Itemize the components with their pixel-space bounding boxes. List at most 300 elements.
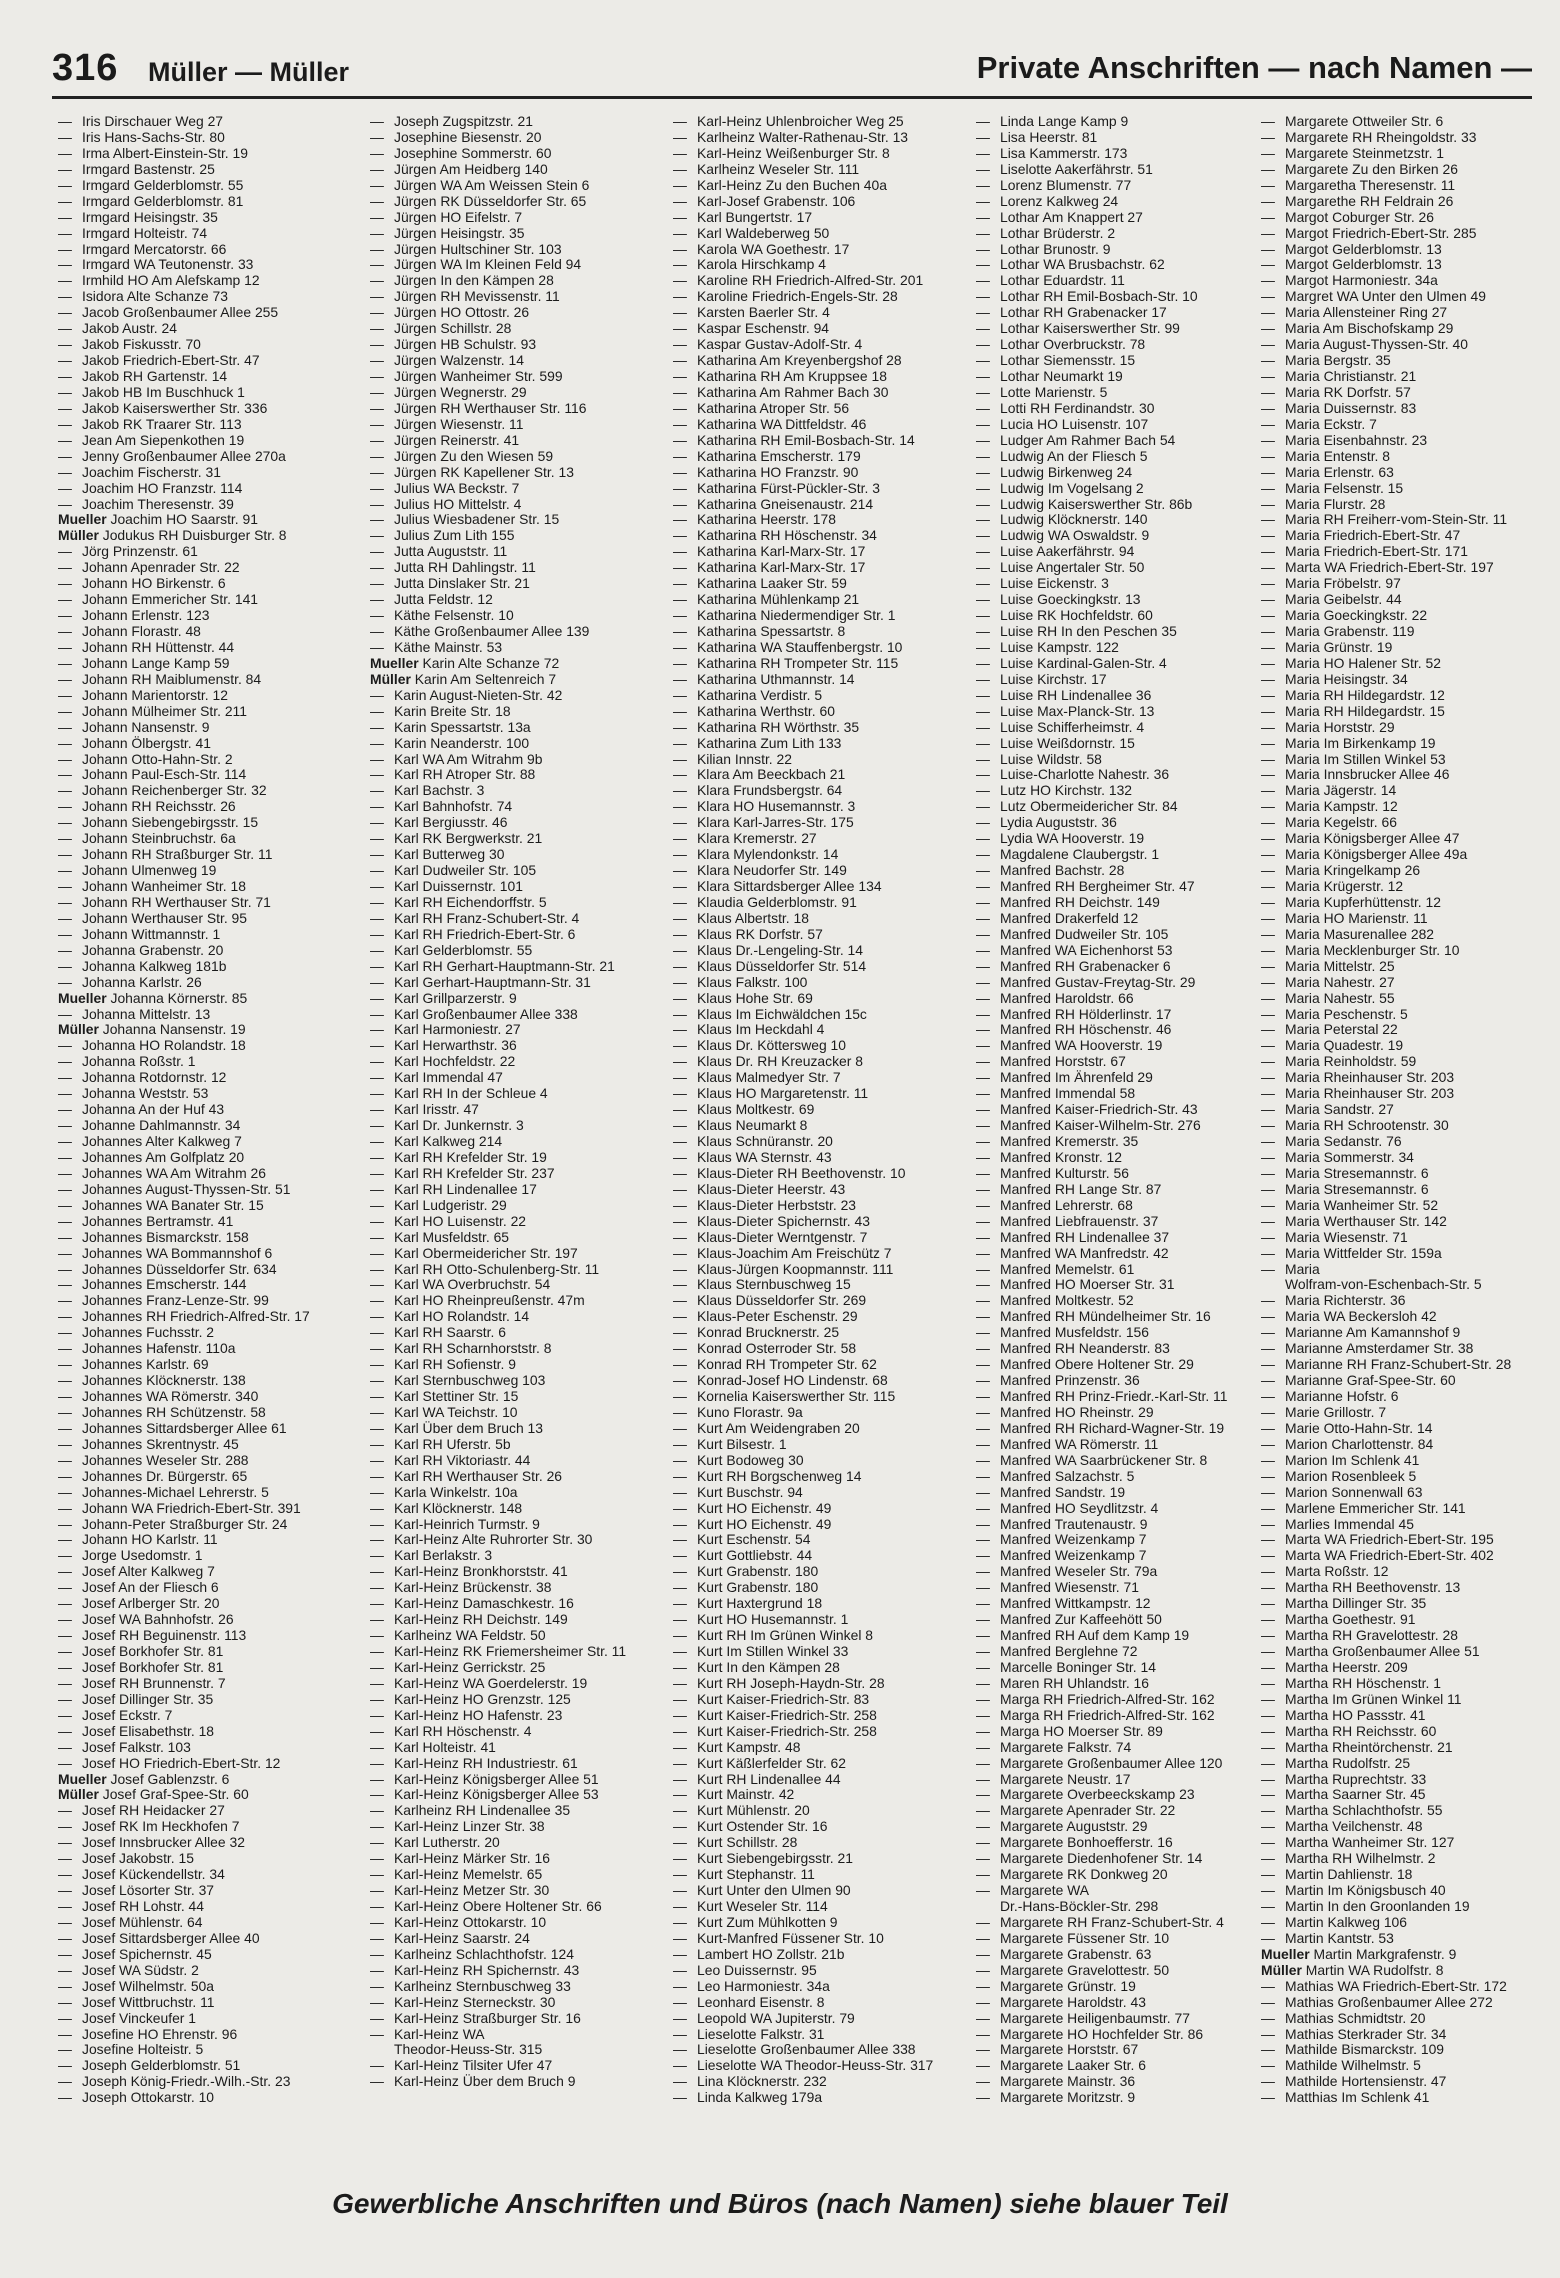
listing-entry: — Karl Immendal 47	[370, 1070, 503, 1086]
listing-entry: — Lina Klöcknerstr. 232	[673, 2074, 827, 2090]
listing-entry: — Maria Grabenstr. 119	[1261, 624, 1415, 639]
listing-entry: — Martha Ruprechtstr. 33	[1261, 1771, 1427, 1787]
listing-entry: — Kurt RH Joseph-Haydn-Str. 28	[673, 1675, 885, 1691]
listing-entry: — Jutta Feldstr. 12	[370, 592, 493, 608]
listing-entry: — Lothar WA Brusbachstr. 62	[976, 257, 1165, 273]
listing-entry: — Jürgen Schillstr. 28	[370, 321, 512, 337]
listing-entry: — Johann RH Hüttenstr. 44	[58, 639, 235, 655]
listing-entry: — Klaus Malmedyer Str. 7	[673, 1070, 841, 1086]
listing-entry: — Johann RH Maiblumenstr. 84	[58, 671, 262, 687]
listing-entry: — Josef Borkhofer Str. 81	[58, 1659, 224, 1675]
listing-entry: — Margarete Füssener Str. 10	[976, 1930, 1170, 1946]
listing-entry: — Manfred Obere Holtener Str. 29	[976, 1357, 1194, 1373]
listing-entry: — Marta WA Friedrich-Ebert-Str. 402	[1261, 1548, 1494, 1564]
listing-entry: — Lothar Kaiserswerther Str. 99	[976, 321, 1180, 337]
listing-entry: — Marion Sonnenwall 63	[1261, 1484, 1423, 1500]
listing-entry: — Maria Am Bischofskamp 29	[1261, 321, 1454, 337]
listing-entry: — Ludwig Im Vogelsang 2	[976, 480, 1144, 496]
listing-entry: Müller Jodukus RH Duisburger Str. 8	[58, 528, 287, 544]
listing-entry: — Maria Werthauser Str. 142	[1261, 1213, 1447, 1229]
listing-entry: — Julius HO Mittelstr. 4	[370, 496, 522, 512]
listing-entry: — Konrad RH Trompeter Str. 62	[673, 1357, 877, 1373]
listing-entry: — Marianne Am Kamannshof 9	[1261, 1325, 1461, 1341]
listing-entry: — Margarete Apenrader Str. 22	[976, 1803, 1176, 1819]
listing-entry: — Katharina RH Emil-Bosbach-Str. 14	[673, 432, 915, 448]
listing-entry: — Karl-Heinz Königsberger Allee 53	[370, 1787, 599, 1803]
listing-entry: — Maria Grünstr. 19	[1261, 639, 1393, 655]
listing-entry: — Manfred WA Römerstr. 11	[976, 1436, 1159, 1452]
listing-entry: — Karl-Heinz Über dem Bruch 9	[370, 2074, 576, 2090]
listing-entry: — Johann Wittmannstr. 1	[58, 926, 221, 942]
listing-entry: — Isidora Alte Schanze 73	[58, 289, 228, 305]
listing-entry: — Kurt Ostender Str. 16	[673, 1819, 828, 1835]
listing-entry: — Karl Kalkweg 214	[370, 1134, 503, 1149]
listing-entry: — Klara Frundsbergstr. 64	[673, 783, 843, 799]
listing-entry: — Lothar RH Grabenacker 17	[976, 305, 1167, 321]
listing-entry: — Karl Butterweg 30	[370, 847, 505, 863]
listing-entry: — Maria Richterstr. 36	[1261, 1293, 1406, 1309]
listing-entry: — Luise Schifferheimstr. 4	[976, 719, 1145, 735]
listing-entry: — Karl-Heinz HO Grenzstr. 125	[370, 1691, 571, 1707]
listing-entry: — Lothar Siemensstr. 15	[976, 353, 1136, 369]
listing-entry: — Marta Roßstr. 12	[1261, 1564, 1389, 1580]
listing-entry: — Manfred RH Lindenallee 37	[976, 1229, 1170, 1245]
listing-entry: — Manfred Bachstr. 28	[976, 863, 1125, 879]
listing-entry: — Karl Dr. Junkernstr. 3	[370, 1118, 524, 1134]
listing-entry: — Klaus Dr.-Lengeling-Str. 14	[673, 942, 864, 958]
listing-entry: — Josef WA Bahnhofstr. 26	[58, 1612, 234, 1628]
listing-entry: — Maria Stresemannstr. 6	[1261, 1181, 1429, 1197]
listing-entry: — Karl RH Höschenstr. 4	[370, 1723, 532, 1739]
listing-entry: — Karl RH Krefelder Str. 237	[370, 1165, 555, 1181]
listing-entry: — Kurt-Manfred Füssener Str. 10	[673, 1930, 884, 1946]
listing-entry: — Karl RH Scharnhorststr. 8	[370, 1341, 552, 1357]
listing-entry: — Maria	[1261, 1261, 1320, 1277]
surname-heading: Müller	[58, 528, 103, 544]
listing-entry: — Johannes RH Friedrich-Alfred-Str. 17	[58, 1309, 310, 1325]
listing-entry: — Karl Über dem Bruch 13	[370, 1420, 544, 1436]
listing-entry: — Mathias Sterkrader Str. 34	[1261, 2026, 1447, 2042]
listing-entry: — Johann Apenrader Str. 22	[58, 560, 240, 576]
listing-entry: — Klaus Düsseldorfer Str. 514	[673, 958, 867, 974]
listing-entry: — Maria Eisenbahnstr. 23	[1261, 432, 1428, 448]
listing-entry: — Karl Berlakstr. 3	[370, 1548, 493, 1564]
listing-entry: — Johann HO Birkenstr. 6	[58, 576, 226, 592]
listing-entry: — Martha Heerstr. 209	[1261, 1659, 1408, 1675]
listing-entry: — Johannes Sittardsberger Allee 61	[58, 1420, 287, 1436]
listing-entry: — Karl Waldeberweg 50	[673, 225, 830, 241]
listing-entry: — Klaus Im Eichwäldchen 15c	[673, 1006, 867, 1022]
listing-entry: — Karla Winkelstr. 10a	[370, 1484, 518, 1500]
surname-heading: Mueller	[58, 990, 111, 1006]
listing-entry: — Josef Lösorter Str. 37	[58, 1883, 215, 1899]
listing-entry: — Maria Masurenallee 282	[1261, 926, 1435, 942]
listing-entry: — Margarete Großenbaumer Allee 120	[976, 1755, 1223, 1771]
listing-entry: — Johann Wanheimer Str. 18	[58, 879, 246, 894]
listing-entry: — Margarete Auguststr. 29	[976, 1819, 1148, 1835]
listing-entry: — Karl HO Rheinpreußenstr. 47m	[370, 1293, 585, 1309]
listing-entry: — Johannes Am Golfplatz 20	[58, 1149, 245, 1165]
listing-entry: — Manfred Kaiser-Friedrich-Str. 43	[976, 1102, 1198, 1118]
listing-entry: — Johann Mülheimer Str. 211	[58, 703, 247, 719]
listing-entry: — Karl Sternbuschweg 103	[370, 1373, 546, 1389]
listing-entry: — Manfred Memelstr. 61	[976, 1261, 1135, 1277]
listing-entry: — Marianne Graf-Spee-Str. 60	[1261, 1373, 1456, 1389]
listing-entry: — Johannes Alter Kalkweg 7	[58, 1134, 242, 1149]
listing-entry: — Martha Dillinger Str. 35	[1261, 1596, 1427, 1612]
listing-entry: — Julius Wiesbadener Str. 15	[370, 512, 560, 528]
listing-entry: — Margarete RH Franz-Schubert-Str. 4	[976, 1914, 1224, 1930]
listing-entry: — Marta WA Friedrich-Ebert-Str. 195	[1261, 1532, 1494, 1548]
listing-entry: — Karl RH Gerhart-Hauptmann-Str. 21	[370, 958, 615, 974]
listing-entry: — Luise-Charlotte Nahestr. 36	[976, 767, 1170, 783]
listing-entry: — Karl-Heinz RH Deichstr. 149	[370, 1612, 568, 1628]
listing-entry: — Karlheinz Weseler Str. 111	[673, 161, 860, 177]
listing-entry: — Margarete Mainstr. 36	[976, 2074, 1136, 2090]
listing-entry: — Manfred RH Auf dem Kamp 19	[976, 1628, 1190, 1644]
listing-entry: — Margarete Haroldstr. 43	[976, 1994, 1146, 2010]
listing-entry: — Klaus Neumarkt 8	[673, 1118, 808, 1134]
listing-entry: — Martha RH Reichsstr. 60	[1261, 1723, 1437, 1739]
listing-entry: — Lisa Kammerstr. 173	[976, 145, 1128, 161]
listing-entry: — Kurt Grabenstr. 180	[673, 1580, 819, 1596]
listing-entry: — Ludwig Klöcknerstr. 140	[976, 512, 1148, 528]
listing-entry: — Martin Kalkweg 106	[1261, 1914, 1407, 1930]
listing-entry: — Johann Paul-Esch-Str. 114	[58, 767, 247, 783]
listing-entry: Müller Martin WA Rudolfstr. 8	[1261, 1962, 1444, 1978]
listing-entry: — Josef RH Heidacker 27	[58, 1803, 225, 1819]
listing-entry: — Luise Eickenstr. 3	[976, 576, 1109, 592]
listing-entry: — Johann RH Werthauser Str. 71	[58, 894, 271, 910]
listing-entry: — Ludger Am Rahmer Bach 54	[976, 432, 1176, 448]
listing-entry: — Katharina RH Am Kruppsee 18	[673, 369, 887, 384]
listing-entry: — Karl RH Eichendorffstr. 5	[370, 894, 547, 910]
listing-entry: — Margarete Ottweiler Str. 6	[1261, 114, 1444, 129]
listing-entry: — Johannes Bertramstr. 41	[58, 1213, 234, 1229]
header-rule	[52, 96, 1532, 99]
listing-entry: — Maria Entenstr. 8	[1261, 448, 1390, 464]
listing-entry: — Karl-Heinz Brückenstr. 38	[370, 1580, 552, 1596]
listing-entry: — Maria Königsberger Allee 49a	[1261, 847, 1468, 863]
listing-entry: — Johanna Roßstr. 1	[58, 1054, 196, 1070]
listing-entry: — Karl HO Rolandstr. 14	[370, 1309, 530, 1325]
listing-entry: — Margot Gelderblomstr. 13	[1261, 241, 1442, 257]
listing-entry: — Josephine Sommerstr. 60	[370, 145, 552, 161]
listing-entry: — Johanna HO Rolandstr. 18	[58, 1038, 246, 1054]
listing-entry: — Linda Kalkweg 179a	[673, 2090, 823, 2106]
listing-entry: — Lothar RH Emil-Bosbach-Str. 10	[976, 289, 1198, 305]
listing-entry: — Lucia HO Luisenstr. 107	[976, 416, 1149, 432]
listing-entry: — Margarete Heiligenbaumstr. 77	[976, 2010, 1190, 2026]
listing-entry: — Lieselotte Großenbaumer Allee 338	[673, 2042, 916, 2058]
listing-entry: — Manfred Prinzenstr. 36	[976, 1373, 1140, 1389]
listing-entry: — Karl-Heinz Ottokarstr. 10	[370, 1914, 547, 1930]
listing-entry: — Manfred RH Bergheimer Str. 47	[976, 879, 1195, 894]
page-header	[52, 44, 1532, 92]
listing-entry: — Martha RH Höschenstr. 1	[1261, 1675, 1441, 1691]
listing-entry: — Manfred RH Mündelheimer Str. 16	[976, 1309, 1211, 1325]
listing-entry: — Josef Spichernstr. 45	[58, 1946, 212, 1962]
listing-entry: — Luise RH Lindenallee 36	[976, 687, 1152, 703]
listing-entry: Müller Karin Am Seltenreich 7	[370, 671, 557, 687]
listing-entry: — Leo Harmoniestr. 34a	[673, 1978, 830, 1994]
listing-entry: — Manfred RH Höschenstr. 46	[976, 1022, 1172, 1038]
listing-entry: — Katharina Atroper Str. 56	[673, 400, 850, 416]
listing-entry: — Johann Siebengebirgsstr. 15	[58, 815, 259, 831]
listing-entry: — Maria Peterstal 22	[1261, 1022, 1398, 1038]
listing-entry: — Manfred WA Manfredstr. 42	[976, 1245, 1169, 1261]
listing-entry: — Jutta Dinslaker Str. 21	[370, 576, 530, 592]
listing-entry: — Irmgard Bastenstr. 25	[58, 161, 215, 177]
listing-entry: — Josef Elisabethstr. 18	[58, 1723, 215, 1739]
listing-entry: — Manfred Kaiser-Wilhelm-Str. 276	[976, 1118, 1201, 1134]
listing-entry: — Kurt Am Weidengraben 20	[673, 1420, 860, 1436]
listing-entry: — Josef RH Lohstr. 44	[58, 1899, 204, 1914]
listing-entry: — Margarete Neustr. 17	[976, 1771, 1131, 1787]
listing-entry: — Karl-Josef Grabenstr. 106	[673, 193, 856, 209]
listing-entry: — Jürgen Hultschiner Str. 103	[370, 241, 562, 257]
listing-entry: — Liselotte Aakerfährstr. 51	[976, 161, 1153, 177]
listing-entry: — Martha Rheintörchenstr. 21	[1261, 1739, 1453, 1755]
listing-entry: — Mathilde Bismarckstr. 109	[1261, 2042, 1445, 2058]
listing-entry: — Klaus-Dieter RH Beethovenstr. 10	[673, 1165, 906, 1181]
listing-entry: — Katharina Spessartstr. 8	[673, 624, 846, 639]
listing-entry: — Karin Spessartstr. 13a	[370, 719, 531, 735]
listing-entry: — Johann Nansenstr. 9	[58, 719, 210, 735]
listing-entry: — Marie Otto-Hahn-Str. 14	[1261, 1420, 1433, 1436]
listing-entry: — Johannes WA Römerstr. 340	[58, 1389, 259, 1404]
listing-entry: — Maria Christianstr. 21	[1261, 369, 1417, 384]
surname-heading: Mueller	[1261, 1946, 1314, 1962]
listing-entry: — Martin In den Groonlanden 19	[1261, 1899, 1470, 1914]
listing-entry: — Martha Schlachthofstr. 55	[1261, 1803, 1443, 1819]
listing-entry: — Karl RH Krefelder Str. 19	[370, 1149, 547, 1165]
listing-entry: — Jutta Auguststr. 11	[370, 544, 508, 560]
listing-entry: — Ludwig Kaiserswerther Str. 86b	[976, 496, 1193, 512]
listing-entry: — Margarethe RH Feldrain 26	[1261, 193, 1454, 209]
listing-entry: — Johannes WA Banater Str. 15	[58, 1197, 264, 1213]
listing-entry: — Karl Harmoniestr. 27	[370, 1022, 521, 1038]
listing-entry: — Margot Gelderblomstr. 13	[1261, 257, 1442, 273]
listing-entry: — Maria Goeckingkstr. 22	[1261, 608, 1428, 624]
listing-entry: — Johann Reichenberger Str. 32	[58, 783, 267, 799]
listing-entry: — Maren RH Uhlandstr. 16	[976, 1675, 1150, 1691]
listing-entry: Müller Johanna Nansenstr. 19	[58, 1022, 246, 1038]
listing-entry: — Mathias Großenbaumer Allee 272	[1261, 1994, 1493, 2010]
listing-entry: — Mathias Schmidtstr. 20	[1261, 2010, 1426, 2026]
listing-entry: — Martha Goethestr. 91	[1261, 1612, 1416, 1628]
listing-entry: — Jürgen Walzenstr. 14	[370, 353, 524, 369]
listing-entry: — Mathilde Wilhelmstr. 5	[1261, 2058, 1421, 2074]
listing-entry: — Luise Weißdornstr. 15	[976, 735, 1135, 751]
listing-entry: — Katharina Emscherstr. 179	[673, 448, 861, 464]
listing-entry: — Kurt HO Eichenstr. 49	[673, 1500, 832, 1516]
listing-entry: — Jürgen WA Am Weissen Stein 6	[370, 177, 590, 193]
listing-entry: — Luise Wildstr. 58	[976, 751, 1102, 767]
listing-entry: — Josef Alter Kalkweg 7	[58, 1564, 215, 1580]
listing-entry: — Kurt RH Lindenallee 44	[673, 1771, 841, 1787]
listing-entry: — Jürgen Wanheimer Str. 599	[370, 369, 563, 384]
listing-entry: — Magdalene Claubergstr. 1	[976, 847, 1160, 863]
listing-entry: — Karl-Heinz Tilsiter Ufer 47	[370, 2058, 553, 2074]
listing-entry: — Jürgen HO Ottostr. 26	[370, 305, 530, 321]
listing-entry: — Leopold WA Jupiterstr. 79	[673, 2010, 855, 2026]
listing-entry: — Jürgen WA Im Kleinen Feld 94	[370, 257, 582, 273]
listing-entry: — Katharina Uthmannstr. 14	[673, 671, 855, 687]
listing-entry: — Kurt Grabenstr. 180	[673, 1564, 819, 1580]
listing-entry: — Jakob HB Im Buschhuck 1	[58, 384, 245, 400]
listing-entry: — Iris Dirschauer Weg 27	[58, 114, 224, 129]
listing-entry: — Martha Großenbaumer Allee 51	[1261, 1644, 1480, 1659]
listing-entry: — Karlheinz Walter-Rathenau-Str. 13	[673, 129, 909, 145]
listing-entry: — Klaus Hohe Str. 69	[673, 990, 813, 1006]
listing-entry: — Karl-Heinz Damaschkestr. 16	[370, 1596, 574, 1612]
listing-entry: — Maria Kupferhüttenstr. 12	[1261, 894, 1441, 910]
listing-entry: — Karl Herwarthstr. 36	[370, 1038, 517, 1054]
listing-entry: — Johannes-Michael Lehrerstr. 5	[58, 1484, 269, 1500]
listing-entry: — Marcelle Boninger Str. 14	[976, 1659, 1156, 1675]
listing-entry: — Karl Hochfeldstr. 22	[370, 1054, 516, 1070]
listing-entry: — Johann Florastr. 48	[58, 624, 201, 639]
listing-entry: — Lothar Am Knappert 27	[976, 209, 1143, 225]
listing-entry: — Maria Horststr. 29	[1261, 719, 1395, 735]
listing-entry: — Klaus RK Dorfstr. 57	[673, 926, 823, 942]
listing-entry: — Luise Max-Planck-Str. 13	[976, 703, 1155, 719]
listing-entry: — Karola WA Goethestr. 17	[673, 241, 850, 257]
listing-entry: — Klara Sittardsberger Allee 134	[673, 879, 882, 894]
listing-entry: — Kurt Schillstr. 28	[673, 1835, 798, 1851]
listing-entry: — Julius WA Beckstr. 7	[370, 480, 520, 496]
listing-entry: — Johannes WA Bommannshof 6	[58, 1245, 273, 1261]
surname-heading: Müller	[58, 1022, 103, 1038]
listing-entry: — Margarete Steinmetzstr. 1	[1261, 145, 1445, 161]
listing-entry: — Maria Innsbrucker Allee 46	[1261, 767, 1450, 783]
listing-entry: — Johanna Rotdornstr. 12	[58, 1070, 227, 1086]
listing-entry: — Katharina RH Wörthstr. 35	[673, 719, 860, 735]
listing-entry: — Martha Veilchenstr. 48	[1261, 1819, 1423, 1835]
listing-entry: — Margot Friedrich-Ebert-Str. 285	[1261, 225, 1477, 241]
listing-entry: — Karl Gerhart-Hauptmann-Str. 31	[370, 974, 591, 990]
listing-entry: — Karl Bahnhofstr. 74	[370, 799, 513, 815]
listing-entry: — Marion Im Schlenk 41	[1261, 1452, 1420, 1468]
listing-entry: — Karl-Heinz HO Hafenstr. 23	[370, 1707, 563, 1723]
listing-entry: — Jürgen In den Kämpen 28	[370, 273, 554, 289]
listing-entry: — Kurt Kaiser-Friedrich-Str. 258	[673, 1707, 877, 1723]
listing-entry: — Karl Grillparzerstr. 9	[370, 990, 517, 1006]
listing-entry: — Klara Neudorfer Str. 149	[673, 863, 847, 879]
listing-entry: — Margarete Zu den Birken 26	[1261, 161, 1458, 177]
listing-entry: — Kurt Kaiser-Friedrich-Str. 258	[673, 1723, 877, 1739]
listing-entry: — Manfred RH Neanderstr. 83	[976, 1341, 1170, 1357]
listing-entry: — Margarete Grabenstr. 63	[976, 1946, 1152, 1962]
listing-entry: — Karl WA Overbruchstr. 54	[370, 1277, 551, 1293]
listing-entry: — Maria Fröbelstr. 97	[1261, 576, 1401, 592]
listing-entry: — Karl Klöcknerstr. 148	[370, 1500, 523, 1516]
listing-entry: — Joseph Zugspitzstr. 21	[370, 114, 533, 129]
listing-entry: — Lorenz Blumenstr. 77	[976, 177, 1132, 193]
listing-entry: — Martha RH Wilhelmstr. 2	[1261, 1851, 1436, 1867]
listing-entry: — Joachim Fischerstr. 31	[58, 464, 221, 480]
listing-entry: — Irmgard Holteistr. 74	[58, 225, 208, 241]
listing-entry: — Margot Harmoniestr. 34a	[1261, 273, 1438, 289]
listing-entry: — Klaus Schnüranstr. 20	[673, 1134, 833, 1149]
listing-entry: — Karoline Friedrich-Engels-Str. 28	[673, 289, 898, 305]
listing-entry: — Kurt Buschstr. 94	[673, 1484, 803, 1500]
listing-entry: — Marie Grillostr. 7	[1261, 1404, 1387, 1420]
listing-entry: — Luise RH In den Peschen 35	[976, 624, 1177, 639]
listing-entry: — Josef Sittardsberger Allee 40	[58, 1930, 260, 1946]
listing-entry: — Johannes Emscherstr. 144	[58, 1277, 247, 1293]
listing-entry: — Johann Steinbruchstr. 6a	[58, 831, 236, 847]
listing-entry: — Josef Arlberger Str. 20	[58, 1596, 220, 1612]
listing-entry: — Marga RH Friedrich-Alfred-Str. 162	[976, 1691, 1215, 1707]
listing-entry: — Josefine HO Ehrenstr. 96	[58, 2026, 238, 2042]
listing-entry: — Karl-Heinz Straßburger Str. 16	[370, 2010, 581, 2026]
listing-entry: Theodor-Heuss-Str. 315	[394, 2042, 543, 2058]
listing-entry: — Lothar Brüderstr. 2	[976, 225, 1116, 241]
listing-entry: — Johannes Dr. Bürgerstr. 65	[58, 1468, 248, 1484]
listing-entry: — Jakob RK Traarer Str. 113	[58, 416, 242, 432]
listing-entry: — Konrad Brucknerstr. 25	[673, 1325, 840, 1341]
footer-note: Gewerbliche Anschriften und Büros (nach Namen) siehe blauer Teil	[332, 2188, 1228, 2219]
listing-entry: — Maria Wanheimer Str. 52	[1261, 1197, 1439, 1213]
listing-entry: Mueller Johanna Körnerstr. 85	[58, 990, 248, 1006]
listing-entry: — Karl RH Franz-Schubert-Str. 4	[370, 910, 580, 926]
listing-entry: — Karl Stettiner Str. 15	[370, 1389, 519, 1404]
listing-entry: — Manfred Liebfrauenstr. 37	[976, 1213, 1159, 1229]
listing-entry: — Karl WA Am Witrahm 9b	[370, 751, 543, 767]
listing-entry: — Lotti RH Ferdinandstr. 30	[976, 400, 1155, 416]
listing-entry: — Irmhild HO Am Alefskamp 12	[58, 273, 260, 289]
listing-entry: — Katharina Karl-Marx-Str. 17	[673, 560, 866, 576]
listing-entry: — Manfred Musfeldstr. 156	[976, 1325, 1150, 1341]
listing-entry: — Manfred Weizenkamp 7	[976, 1532, 1147, 1548]
listing-entry: Mueller Karin Alte Schanze 72	[370, 655, 560, 671]
listing-entry: — Lutz HO Kirchstr. 132	[976, 783, 1133, 799]
listing-entry: — Iris Hans-Sachs-Str. 80	[58, 129, 225, 145]
listing-entry: — Manfred RH Hölderlinstr. 17	[976, 1006, 1172, 1022]
listing-entry: — Karl Dudweiler Str. 105	[370, 863, 537, 879]
listing-entry: — Klaus WA Sternstr. 43	[673, 1149, 832, 1165]
listing-entry: — Margarete Falkstr. 74	[976, 1739, 1132, 1755]
listing-entry: — Maria Sedanstr. 76	[1261, 1134, 1402, 1149]
listing-entry: — Karl-Heinz Zu den Buchen 40a	[673, 177, 887, 193]
listing-entry: — Martin Im Königsbusch 40	[1261, 1883, 1446, 1899]
listing-entry: — Irmgard Gelderblomstr. 55	[58, 177, 244, 193]
listing-entry: — Johanna An der Huf 43	[58, 1102, 225, 1118]
listing-entry: — Jürgen RK Düsseldorfer Str. 65	[370, 193, 587, 209]
listing-entry: — Johannes WA Am Witrahm 26	[58, 1165, 266, 1181]
listing-entry: — Karl-Heinz Sterneckstr. 30	[370, 1994, 556, 2010]
listing-entry: — Klaudia Gelderblomstr. 91	[673, 894, 857, 910]
listing-entry: — Lieselotte Falkstr. 31	[673, 2026, 825, 2042]
listing-entry: — Karl-Heinz RH Industriestr. 61	[370, 1755, 578, 1771]
listing-entry: — Kurt Im Stillen Winkel 33	[673, 1644, 849, 1659]
listing-entry: — Josef Kückendellstr. 34	[58, 1867, 225, 1883]
listing-entry: — Manfred HO Rheinstr. 29	[976, 1404, 1154, 1420]
listing-entry: — Jakob RH Gartenstr. 14	[58, 369, 228, 384]
listing-entry: — Lothar Eduardstr. 11	[976, 273, 1125, 289]
listing-entry: — Katharina Verdistr. 5	[673, 687, 823, 703]
listing-entry: — Lothar Brunostr. 9	[976, 241, 1111, 257]
listing-entry: — Manfred Haroldstr. 66	[976, 990, 1134, 1006]
listing-entry: — Luise Angertaler Str. 50	[976, 560, 1145, 576]
listing-entry: — Kurt RH Borgschenweg 14	[673, 1468, 862, 1484]
listing-entry: — Karl-Heinrich Turmstr. 9	[370, 1516, 540, 1532]
listing-entry: — Maria Nahestr. 27	[1261, 974, 1395, 990]
listing-entry: — Jürgen Zu den Wiesen 59	[370, 448, 554, 464]
listing-entry: — Manfred Salzachstr. 5	[976, 1468, 1135, 1484]
